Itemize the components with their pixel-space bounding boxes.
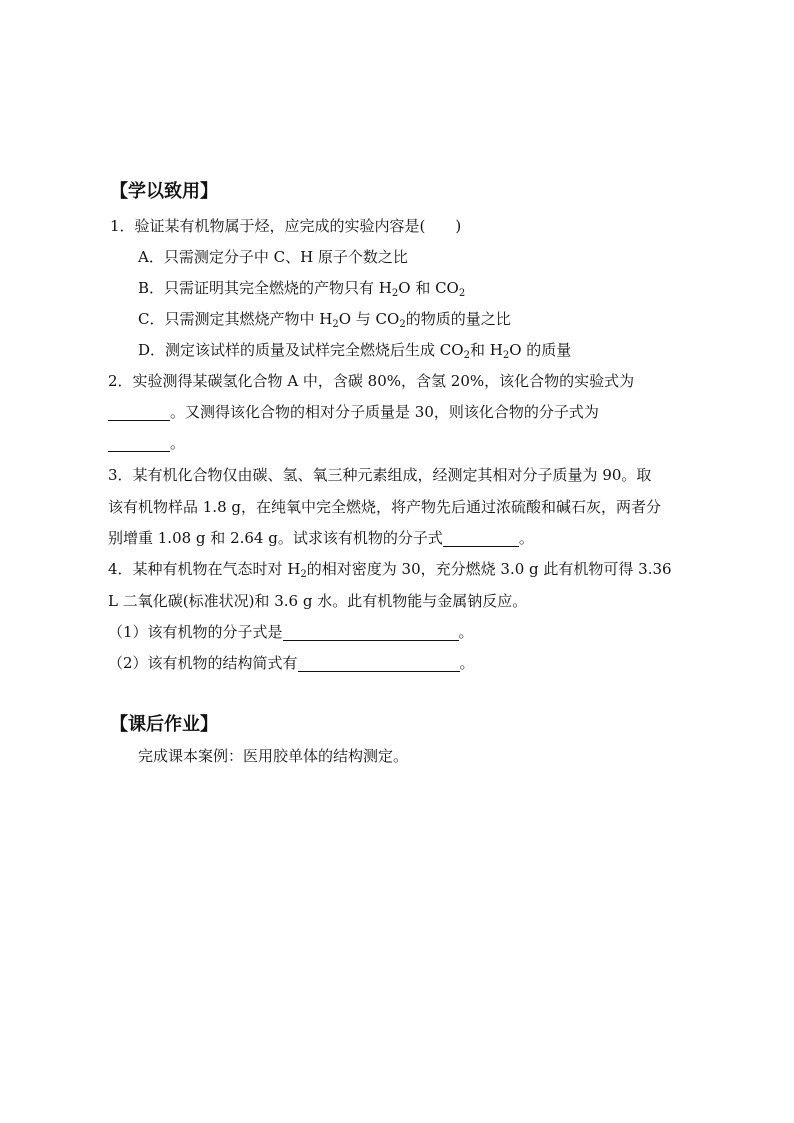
question-1-option-a: A．只需测定分子中 C、H 原子个数之比 [138,248,408,266]
answer-blank-molecular-formula[interactable] [283,624,459,641]
section-title-homework: 【课后作业】 [110,714,218,735]
answer-blank-structural-formula[interactable] [298,655,460,672]
question-4-part-1: （1）该有机物的分子式是 。 [108,623,474,641]
question-1-option-c: C．只需测定其燃烧产物中 $H_2O$ 与 $CO_2$的物质的量之比 [138,310,511,330]
question-4-line-2: L 二氧化碳(标准状况)和 3.6 g 水。此有机物能与金属钠反应。 [108,592,528,610]
question-1-stem: 1．验证某有机物属于烃，应完成的实验内容是( ) [110,217,462,235]
answer-blank-molecular-formula[interactable] [108,435,170,452]
question-2-line-1: 2．实验测得某碳氢化合物 A 中，含碳 80%，含氢 20%，该化合物的实验式为 [108,372,635,390]
question-3-line-2: 该有机物样品 1.8 g，在纯氧中完全燃烧，将产物先后通过浓硫酸和碱石灰，两者分 [108,498,661,516]
homework-text: 完成课本案例：医用胶单体的结构测定。 [138,747,409,765]
question-3-line-1: 3．某有机化合物仅由碳、氢、氧三种元素组成，经测定其相对分子质量为 90。取 [108,466,652,484]
question-4-line-1: 4．某种有机物在气态时对 $H_2$的相对密度为 30，充分燃烧 3.0 g 此有机物可得 3.36 [108,560,672,580]
question-2-line-2: 。又测得该化合物的相对分子质量是 30，则该化合物的分子式为 [108,402,599,422]
section-title-practice: 【学以致用】 [110,181,218,202]
question-1-option-b: B．只需证明其完全燃烧的产物只有 $H_2O$ 和 $CO_2$ [138,279,466,299]
question-1-option-d: D．测定该试样的质量及试样完全燃烧后生成 $CO_2$和 $H_2O$ 的质量 [138,341,572,361]
question-4-part-2: （2）该有机物的结构简式有 。 [108,654,475,672]
question-3-line-3: 别增重 1.08 g 和 2.64 g。试求该有机物的分子式 。 [108,529,534,547]
answer-blank-empirical-formula[interactable] [108,404,170,421]
answer-blank-molecular-formula[interactable] [443,530,519,547]
question-2-line-3: 。 [108,433,185,453]
